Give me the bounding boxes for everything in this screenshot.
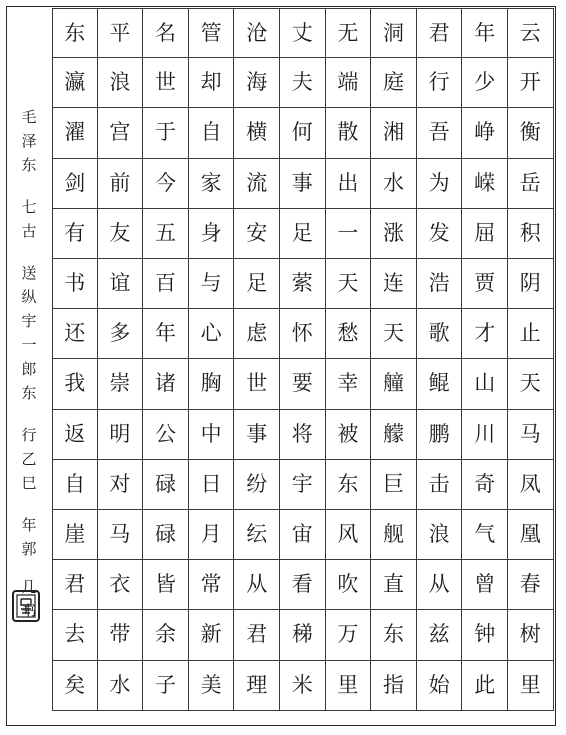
- grid-char: 里: [326, 661, 372, 711]
- grid-char: 积: [508, 209, 554, 259]
- grid-char: 心: [189, 309, 235, 359]
- grid-char: 发: [417, 209, 463, 259]
- grid-char: 湘: [371, 108, 417, 158]
- grid-char: 明: [98, 410, 144, 460]
- grid-char: 濯: [52, 108, 98, 158]
- grid-char: 鲲: [417, 359, 463, 409]
- grid-char: 瀛: [52, 58, 98, 108]
- grid-char: 平: [98, 8, 144, 58]
- grid-char: 天: [508, 359, 554, 409]
- grid-char: 一: [326, 209, 372, 259]
- grid-char: 日: [189, 460, 235, 510]
- inscription-char: 郎: [21, 360, 37, 378]
- grid-char: 书: [52, 259, 98, 309]
- grid-char: 巨: [371, 460, 417, 510]
- grid-char: 家: [189, 159, 235, 209]
- grid-char: 树: [508, 610, 554, 660]
- grid-char: 与: [189, 259, 235, 309]
- grid-char: 常: [189, 560, 235, 610]
- grid-char: 宇: [280, 460, 326, 510]
- grid-char: 安: [234, 209, 280, 259]
- grid-char: 理: [234, 661, 280, 711]
- inscription-char: 乙: [21, 450, 37, 468]
- grid-char: 春: [508, 560, 554, 610]
- grid-char: 衣: [98, 560, 144, 610]
- grid-char: 要: [280, 359, 326, 409]
- grid-char: 里: [508, 661, 554, 711]
- grid-char: 气: [462, 510, 508, 560]
- grid-char: 天: [371, 309, 417, 359]
- grid-char: 宙: [280, 510, 326, 560]
- grid-char: 山: [462, 359, 508, 409]
- grid-char: 云: [508, 8, 554, 58]
- grid-char: 皆: [143, 560, 189, 610]
- grid-char: 吹: [326, 560, 372, 610]
- grid-char: 管: [189, 8, 235, 58]
- grid-char: 崖: [52, 510, 98, 560]
- grid-char: 虑: [234, 309, 280, 359]
- grid-char: 舰: [371, 510, 417, 560]
- grid-char: 奇: [462, 460, 508, 510]
- grid-char: 诸: [143, 359, 189, 409]
- inscription-char: 书: [21, 602, 37, 620]
- grid-char: 身: [189, 209, 235, 259]
- inscription-char: 七: [21, 198, 37, 216]
- grid-char: 水: [98, 661, 144, 711]
- grid-char: 去: [52, 610, 98, 660]
- grid-char: 碌: [143, 460, 189, 510]
- grid-char: 为: [417, 159, 463, 209]
- inscription-char: 纵: [21, 288, 37, 306]
- grid-char: 峥: [462, 108, 508, 158]
- grid-char: 今: [143, 159, 189, 209]
- grid-char: 世: [143, 58, 189, 108]
- inscription-char: 巳: [21, 474, 37, 492]
- grid-char: 年: [462, 8, 508, 58]
- grid-char: 连: [371, 259, 417, 309]
- grid-char: 中: [189, 410, 235, 460]
- grid-char: 带: [98, 610, 144, 660]
- grid-char: 横: [234, 108, 280, 158]
- grid-char: 足: [280, 209, 326, 259]
- grid-char: 从: [234, 560, 280, 610]
- grid-char: 嵘: [462, 159, 508, 209]
- inscription-char: 送: [21, 264, 37, 282]
- grid-char: 屈: [462, 209, 508, 259]
- grid-char: 鹏: [417, 410, 463, 460]
- grid-char: 行: [417, 58, 463, 108]
- grid-char: 马: [98, 510, 144, 560]
- inscription-char: 行: [21, 426, 37, 444]
- grid-char: 被: [326, 410, 372, 460]
- grid-char: 东: [326, 460, 372, 510]
- grid-char: 少: [462, 58, 508, 108]
- grid-char: 纭: [234, 510, 280, 560]
- grid-char: 萦: [280, 259, 326, 309]
- inscription-char: 毛: [21, 108, 37, 126]
- grid-char: 东: [371, 610, 417, 660]
- seal-glyph: [15, 593, 37, 619]
- grid-char: 端: [326, 58, 372, 108]
- grid-char: 东: [52, 8, 98, 58]
- inscription-char: 东: [21, 384, 37, 402]
- grid-char: 愁: [326, 309, 372, 359]
- grid-char: 散: [326, 108, 372, 158]
- grid-char: 海: [234, 58, 280, 108]
- grid-char: 天: [326, 259, 372, 309]
- grid-char: 马: [508, 410, 554, 460]
- grid-char: 五: [143, 209, 189, 259]
- grid-char: 自: [52, 460, 98, 510]
- grid-char: 君: [234, 610, 280, 660]
- grid-char: 公: [143, 410, 189, 460]
- grid-char: 艟: [371, 359, 417, 409]
- grid-char: 子: [143, 661, 189, 711]
- grid-char: 我: [52, 359, 98, 409]
- grid-char: 怀: [280, 309, 326, 359]
- grid-char: 何: [280, 108, 326, 158]
- grid-char: 凰: [508, 510, 554, 560]
- grid-char: 将: [280, 410, 326, 460]
- grid-char: 君: [52, 560, 98, 610]
- grid-char: 崇: [98, 359, 144, 409]
- grid-char: 风: [326, 510, 372, 560]
- grid-char: 沧: [234, 8, 280, 58]
- grid-char: 无: [326, 8, 372, 58]
- grid-char: 谊: [98, 259, 144, 309]
- grid-char: 贾: [462, 259, 508, 309]
- grid-char: 新: [189, 610, 235, 660]
- inscription-char: 泽: [21, 132, 37, 150]
- inscription-char: 年: [21, 516, 37, 534]
- grid-char: 才: [462, 309, 508, 359]
- grid-char: 于: [143, 108, 189, 158]
- grid-char: 始: [417, 661, 463, 711]
- grid-char: 丈: [280, 8, 326, 58]
- grid-char: 稊: [280, 610, 326, 660]
- grid-char: 返: [52, 410, 98, 460]
- grid-char: 纷: [234, 460, 280, 510]
- grid-char: 却: [189, 58, 235, 108]
- grid-char: 水: [371, 159, 417, 209]
- grid-char: 歌: [417, 309, 463, 359]
- grid-char: 吾: [417, 108, 463, 158]
- grid-char: 碌: [143, 510, 189, 560]
- grid-char: 剑: [52, 159, 98, 209]
- inscription-char: 几: [21, 578, 37, 596]
- grid-char: 直: [371, 560, 417, 610]
- grid-char: 友: [98, 209, 144, 259]
- grid-char: 浪: [98, 58, 144, 108]
- grid-char: 涨: [371, 209, 417, 259]
- grid-char: 事: [234, 410, 280, 460]
- seal-stamp-icon: [12, 590, 40, 622]
- grid-char: 阴: [508, 259, 554, 309]
- grid-char: 世: [234, 359, 280, 409]
- grid-char: 百: [143, 259, 189, 309]
- inscription-char: 郭: [21, 540, 37, 558]
- inscription-char: 一: [21, 336, 37, 354]
- grid-char: 击: [417, 460, 463, 510]
- grid-char: 矣: [52, 661, 98, 711]
- grid-char: 前: [98, 159, 144, 209]
- grid-char: 川: [462, 410, 508, 460]
- grid-char: 衡: [508, 108, 554, 158]
- inscription-char: 东: [21, 156, 37, 174]
- grid-char: 多: [98, 309, 144, 359]
- grid-char: 从: [417, 560, 463, 610]
- grid-char: 足: [234, 259, 280, 309]
- grid-char: 岳: [508, 159, 554, 209]
- grid-char: 名: [143, 8, 189, 58]
- grid-char: 自: [189, 108, 235, 158]
- grid-char: 君: [417, 8, 463, 58]
- grid-char: 月: [189, 510, 235, 560]
- grid-char: 对: [98, 460, 144, 510]
- grid-char: 凤: [508, 460, 554, 510]
- grid-char: 米: [280, 661, 326, 711]
- grid-char: 浩: [417, 259, 463, 309]
- grid-char: 出: [326, 159, 372, 209]
- grid-char: 洞: [371, 8, 417, 58]
- grid-char: 止: [508, 309, 554, 359]
- grid-char: 胸: [189, 359, 235, 409]
- grid-char: 艨: [371, 410, 417, 460]
- grid-char: 开: [508, 58, 554, 108]
- grid-char: 夫: [280, 58, 326, 108]
- grid-char: 余: [143, 610, 189, 660]
- inscription-char: 古: [21, 222, 37, 240]
- grid-char: 庭: [371, 58, 417, 108]
- grid-char: 事: [280, 159, 326, 209]
- grid-char: 此: [462, 661, 508, 711]
- grid-char: 宫: [98, 108, 144, 158]
- grid-char: 看: [280, 560, 326, 610]
- grid-char: 还: [52, 309, 98, 359]
- grid-char: 浪: [417, 510, 463, 560]
- grid-char: 美: [189, 661, 235, 711]
- inscription-char: 宇: [21, 312, 37, 330]
- grid-char: 兹: [417, 610, 463, 660]
- grid-char: 指: [371, 661, 417, 711]
- grid-char: 万: [326, 610, 372, 660]
- grid-char: 年: [143, 309, 189, 359]
- character-grid: [52, 8, 554, 723]
- grid-char: 钟: [462, 610, 508, 660]
- grid-char: 流: [234, 159, 280, 209]
- grid-char: 曾: [462, 560, 508, 610]
- grid-char: 幸: [326, 359, 372, 409]
- grid-char: 有: [52, 209, 98, 259]
